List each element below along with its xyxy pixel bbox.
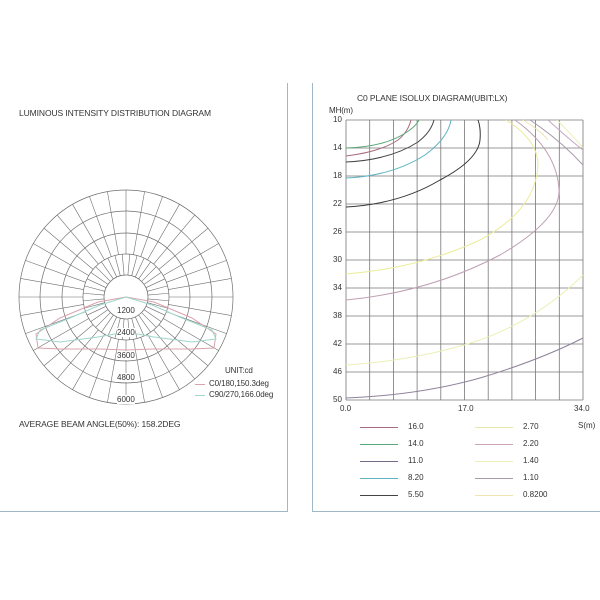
legend-swatch [360,444,398,445]
unit-label: UNIT:cd [225,366,253,375]
x-tick-17: 17.0 [458,404,474,413]
ring-label-3600: 3600 [117,351,135,360]
legend-c0-label: C0/180,150.3deg [209,379,269,388]
y-tick-18: 18 [333,171,342,180]
legend-swatch [360,427,398,428]
y-tick-10: 10 [333,115,342,124]
y-tick-22: 22 [333,199,342,208]
legend-swatch [475,427,513,428]
legend-swatch [475,478,513,479]
ring-label-6000: 6000 [117,395,135,404]
ring-label-4800: 4800 [117,373,135,382]
legend-swatch [475,495,513,496]
legend-label: 16.0 [408,422,424,431]
x-tick-34: 34.0 [574,404,590,413]
legend-label: 11.0 [408,456,423,465]
y-tick-50: 50 [333,395,342,404]
y-axis-label: MH(m) [329,106,353,115]
legend-label: 2.70 [523,422,539,431]
legend-swatch [360,461,398,462]
legend-label: 0.8200 [523,490,548,499]
y-tick-42: 42 [333,339,342,348]
legend-label: 14.0 [408,439,424,448]
y-tick-46: 46 [333,367,342,376]
ring-label-2400: 2400 [117,328,135,337]
average-beam-angle: AVERAGE BEAM ANGLE(50%): 158.2DEG [19,419,181,429]
legend-c90-label: C90/270,166.0deg [209,390,274,399]
y-tick-38: 38 [333,311,342,320]
legend-label: 2.20 [523,439,539,448]
legend-swatch [475,444,513,445]
legend-swatch [360,495,398,496]
y-tick-26: 26 [333,227,342,236]
legend-label: 8.20 [408,473,424,482]
legend-swatch [475,461,513,462]
legend-label: 5.50 [408,490,424,499]
intensity-diagram-title: LUMINOUS INTENSITY DISTRIBUTION DIAGRAM [19,108,211,118]
y-tick-14: 14 [333,143,342,152]
x-axis-label: S(m) [578,421,596,430]
legend-swatch [360,478,398,479]
x-tick-0: 0.0 [340,404,352,413]
y-tick-34: 34 [333,283,342,292]
y-tick-30: 30 [333,255,342,264]
isolux-diagram-title: C0 PLANE ISOLUX DIAGRAM(UBIT:LX) [357,93,508,103]
ring-label-1200: 1200 [117,306,135,315]
legend-label: 1.40 [523,456,539,465]
legend-label: 1.10 [523,473,539,482]
